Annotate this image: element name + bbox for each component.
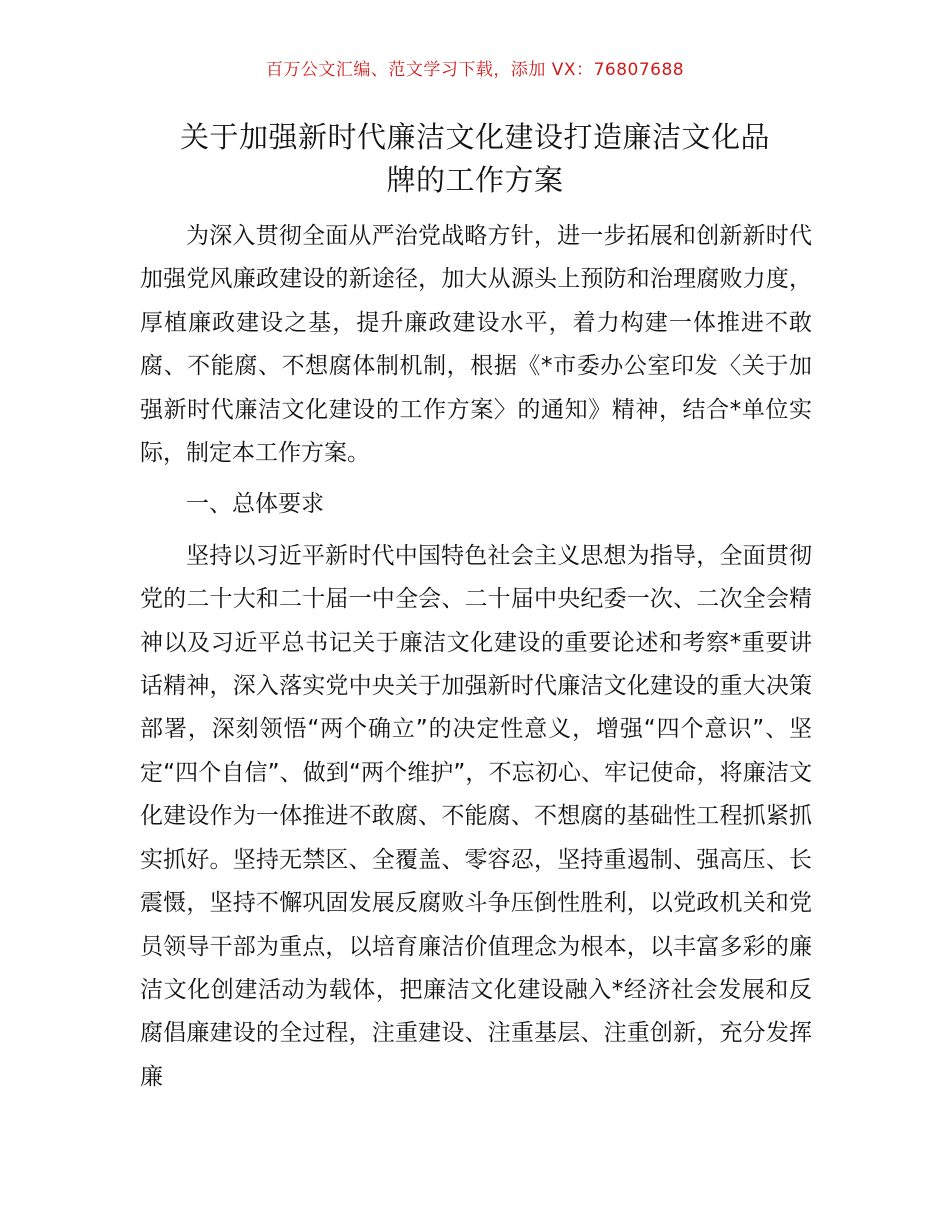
- document-body: [140, 215, 812, 1099]
- intro-paragraph: 为深入贯彻全面从严治党战略方针，进一步拓展和创新新时代加强党风廉政建设的新途径，加大从源头上预防和治理腐败力度，厚植廉政建设之基，提升廉政建设水平，着力构建一体推进不敢腐、不能腐、不想腐体制机制，根据《*市委办公室印发〈关于加强新时代廉洁文化建设的工作方案〉的通知》精神，结合*单位实际，制定本工作方案。: [140, 223, 812, 467]
- header-watermark-note: 百万公文汇编、范文学习下载，添加 VX：76807688: [265, 60, 685, 80]
- title-line-1: 关于加强新时代廉洁文化建设打造廉洁文化品: [179, 120, 770, 154]
- title-line-2: 牌的工作方案: [386, 163, 564, 197]
- body-paragraph: 坚持以习近平新时代中国特色社会主义思想为指导，全面贯彻党的二十大和二十届一中全会、二十届中央纪委一次、二次全会精神以及习近平总书记关于廉洁文化建设的重要论述和考察*重要讲话精神，深入落实党中央关于加强新时代廉洁文化建设的重大决策部署，深刻领悟“两个确立”的决定性意义，增强“四个意识”、坚定“四个自信”、做到“两个维护”，不忘初心、牢记使命，将廉洁文化建设作为一体推进不敢腐、不能腐、不想腐的基础性工程抓紧抓实抓好。坚持无禁区、全覆盖、零容忍，坚持重遏制、强高压、长震慑，坚持不懈巩固发展反腐败斗争压倒性胜利，以党政机关和党员领导干部为重点，以培育廉洁价值理念为根本，以丰富多彩的廉洁文化创建活动为载体，把廉洁文化建设融入*经济社会发展和反腐倡廉建设的全过程，注重建设、注重基层、注重创新，充分发挥廉: [140, 542, 812, 1090]
- section-heading-general-requirements: 一、总体要求: [186, 491, 324, 518]
- document-title: [140, 116, 810, 202]
